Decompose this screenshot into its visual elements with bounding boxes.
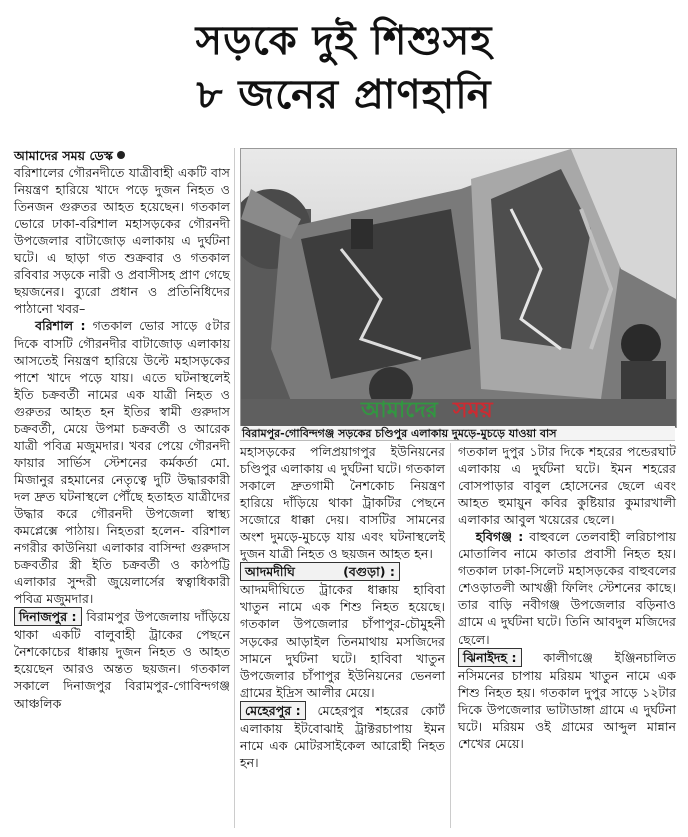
intro-paragraph: বরিশালের গৌরনদীতে যাত্রীবাহী একটি বাস নিয়ন্ত্রণ হারিয়ে খাদে পড়ে দুজন নিহত ও তিনজন গুরুতর আহত হয়েছেন। গতকাল ভোরে ঢাকা-বরিশাল মহাসড়কের গৌরনদী উপজেলার বাটাজোড় এলাকায় এ দুর্ঘটনা ঘটে। এ ছাড়া গত শুক্রবার ও গতকাল রবিবার সড়কে নারী ও প্রবাসীসহ প্রাণ গেছে ছয়জনের। ব্যুরো প্রধান ও প্রতিনিধিদের পাঠানো খবর–: [14, 165, 230, 317]
meherpur-text: মেহেরপুর শহরের কোর্ট এলাকায় ইটবোঝাই ট্রাক্টরচাপায় ইমন নামে এক মোটরসাইকেল আরোহী নিহত হন।: [240, 702, 445, 770]
adamdighi-paragraph: [240, 562, 445, 700]
adamdighi-text: আদমদীঘিতে ট্রাকের ধাক্কায় হাবিবা খাতুন নামে এক শিশু নিহত হয়েছে। গতকাল উপজেলার চাঁপাপুর-চৌমুহনী সড়কের আড়াইল তিনমাথায় মসজিদের সামনে দুর্ঘটনা ঘটে। হাবিবা খাতুন উপজেলার চাঁপাপুর ইউনিয়নের ভেনলা গ্রামের ইদ্রিস আলীর মেয়ে।: [240, 582, 445, 700]
watermark-logo: আমাদের: [361, 398, 438, 423]
column-divider-2: [450, 443, 451, 828]
habiganj-paragraph: [458, 528, 676, 647]
meherpur-paragraph: [240, 701, 445, 771]
jhenaidah-label: ঝিনাইদহ :: [458, 648, 522, 667]
accident-photo: [240, 148, 677, 428]
article-column-1: [14, 147, 230, 712]
byline: [14, 147, 230, 164]
jhenaidah-paragraph: [458, 648, 676, 752]
byline-text: আমাদের সময় ডেস্ক: [14, 148, 113, 163]
meherpur-continued: গতকাল দুপুর ১টার দিকে শহরের পন্ডেরঘাট এলাকায় এ দুর্ঘটনা ঘটে। ইমন শহরের বোসপাড়ার বাবুল হোসেনের ছেলে এবং আহত হুমায়ুন কবির কুষ্টিয়ার কুমারখালী এলাকার আবুল খয়েরের ছেলে।: [458, 444, 676, 528]
headline: [0, 14, 688, 122]
meherpur-label: মেহেরপুর :: [240, 701, 306, 720]
dinajpur-label: দিনাজপুর :: [14, 607, 82, 626]
habiganj-label: হবিগঞ্জ :: [475, 529, 524, 545]
bus-wreck-image: [241, 149, 676, 427]
article-column-2: [240, 443, 445, 771]
dinajpur-paragraph: [14, 607, 230, 711]
bullet-icon: [117, 151, 125, 159]
column-divider-1: [234, 148, 235, 828]
dinajpur-continued: মহাসড়কের পলিপ্রয়াগপুর ইউনিয়নের চণ্ডিপুর এলাকায় এ দুর্ঘটনা ঘটে। গতকাল সকালে দ্রুতগামী নৈশকোচ নিয়ন্ত্রণ হারিয়ে দাঁড়িয়ে থাকা ট্রাকটির পেছনে সজোরে ধাক্কা দেয়। বাসটির সামনের অংশ দুমড়ে-মুচড়ে যায় এবং ঘটনাস্থলেই দুজন যাত্রী নিহত ও ছয়জন আহত হন।: [240, 444, 445, 562]
article-column-3: [458, 443, 676, 752]
habiganj-text: বাহুবলে তেলবাহী লরিচাপায় মোতালিব নামে কাতার প্রবাসী নিহত হয়। গতকাল ঢাকা-সিলেট মহাসড়কের বাহুবলের শেওড়াতলী আখঞ্জী ফিলিং স্টেশনের কাছে। তার বাড়ি নবীগঞ্জ উপজেলার বড়িনাও গ্রামে এ দুর্ঘটনা ঘটে। তিনি আবদুল মজিদের ছেলে।: [458, 529, 677, 647]
headline-line-2: ৮ জনের প্রাণহানি: [196, 72, 492, 118]
svg-text:সময়: সময়: [453, 398, 493, 423]
jhenaidah-text: কালীগঞ্জে ইঞ্জিনচালিত নসিমনের চাপায় মরিয়ম খাতুন নামে এক শিশু নিহত হয়। গতকাল দুপুর সাড়ে ১২টার দিকে উপজেলার ভাটাডাঙ্গা গ্রামে এ দুর্ঘটনা ঘটে। মরিয়ম ওই গ্রামের আব্দুল মান্নান শেখের মেয়ে।: [458, 649, 676, 751]
barishal-label: বরিশাল :: [35, 318, 86, 334]
barishal-text: গতকাল ভোর সাড়ে ৫টার দিকে বাসটি গৌরনদীর বাটাজোড় এলাকায় আসতেই নিয়ন্ত্রণ হারিয়ে উল্টে মহাসড়কের পাশে খাদে পড়ে যায়। এতে ঘটনাস্থলেই ইতি চক্রবর্তী নামের এক যাত্রী নিহত ও গুরুতর আহত হন ইতির স্বামী গুরুদাস চক্রবর্তী, মেয়ে উপমা চক্রবর্তী ও আরেক যাত্রী পবিত্র মজুমদার। খবর পেয়ে গৌরনদী ফায়ার সার্ভিস স্টেশনের কর্মকর্তা মো. মিজানুর রহমানের নেতৃত্বে দুটি উদ্ধারকারী দল দ্রুত ঘটনাস্থলে পৌঁছে হতাহত যাত্রীদের উদ্ধার করে গৌরনদী উপজেলা স্বাস্থ্য কমপ্লেক্সে পাঠায়। নিহতরা হলেন- বরিশাল নগরীর কাউনিয়া এলাকার বাসিন্দা গুরুদাস চক্রবর্তীর স্ত্রী ইতি চক্রবর্তী ও কাঠপট্টি এলাকার সুন্দরী জুয়েলার্সের স্বত্বাধিকারী পবিত্র মজুমদার।: [14, 318, 230, 607]
photo-caption: বিরামপুর-গোবিন্দগঞ্জ সড়কের চণ্ডিপুর এলাকায় দুমড়ে-মুচড়ে যাওয়া বাস: [240, 426, 675, 441]
headline-line-1: সড়কে দুই শিশুসহ: [195, 18, 493, 64]
dinajpur-text: বিরামপুর উপজেলায় দাঁড়িয়ে থাকা একটি বালুবাহী ট্রাকের পেছনে নৈশকোচের ধাক্কায় দুজন নিহত ও আহত হয়েছেন আরও অন্তত ছয়জন। গতকাল সকালে দিনাজপুর বিরামপুর-গোবিন্দগঞ্জ আঞ্চলিক: [14, 609, 230, 711]
barishal-paragraph: [14, 317, 230, 607]
adamdighi-label: আদমদীঘি (বগুড়া) :: [240, 562, 400, 581]
